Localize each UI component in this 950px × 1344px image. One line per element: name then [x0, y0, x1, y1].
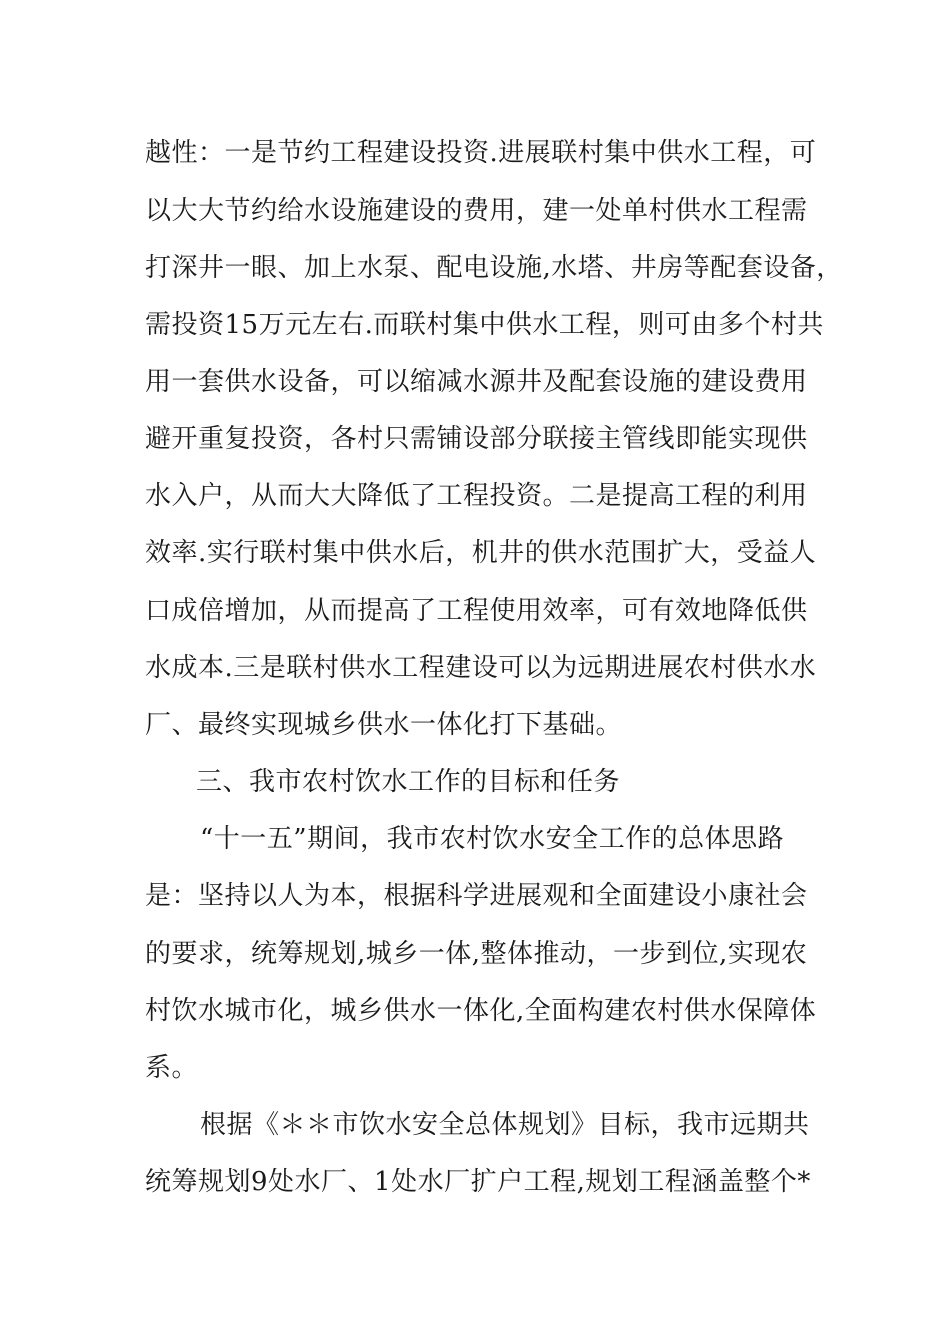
- body-text-line: 水入户，从而大大降低了工程投资。二是提高工程的利用: [145, 481, 808, 511]
- body-text-line: 口成倍增加，从而提高了工程使用效率，可有效地降低供: [145, 596, 808, 626]
- body-text-line: 村饮水城市化，城乡供水一体化,全面构建农村供水保障体: [145, 996, 817, 1026]
- body-text-line: 以大大节约给水设施建设的费用，建一处单村供水工程需: [145, 196, 808, 226]
- body-text-line: 用一套供水设备，可以缩减水源井及配套设施的建设费用: [145, 367, 808, 397]
- body-text-line: 打深井一眼、加上水泵、配电设施,水塔、井房等配套设备，: [145, 253, 843, 283]
- body-text-line: 越性：一是节约工程建设投资.进展联村集中供水工程，可: [145, 138, 817, 168]
- body-text-line: 统筹规划9处水厂、1处水厂扩户工程,规划工程涵盖整个*: [145, 1167, 811, 1197]
- paragraph-first-line: 根据《＊＊市饮水安全总体规划》目标，我市远期共: [200, 1110, 810, 1140]
- section-heading: 三、我市农村饮水工作的目标和任务: [196, 767, 621, 797]
- body-text-line: 需投资15万元左右.而联村集中供水工程，则可由多个村共: [145, 310, 824, 340]
- body-text-line: 水成本.三是联村供水工程建设可以为远期进展农村供水水: [145, 653, 817, 683]
- body-text-line: 的要求，统筹规划,城乡一体,整体推动，一步到位,实现农: [145, 939, 808, 969]
- body-text-line: 厂、最终实现城乡供水一体化打下基础。: [145, 710, 623, 740]
- body-text-line: 系。: [145, 1053, 199, 1083]
- body-text-line: 是：坚持以人为本，根据科学进展观和全面建设小康社会: [145, 881, 808, 911]
- paragraph-first-line: “十一五”期间，我市农村饮水安全工作的总体思路: [200, 824, 785, 854]
- body-text-line: 效率.实行联村集中供水后，机井的供水范围扩大，受益人: [145, 538, 817, 568]
- body-text-line: 避开重复投资，各村只需铺设部分联接主管线即能实现供: [145, 424, 808, 454]
